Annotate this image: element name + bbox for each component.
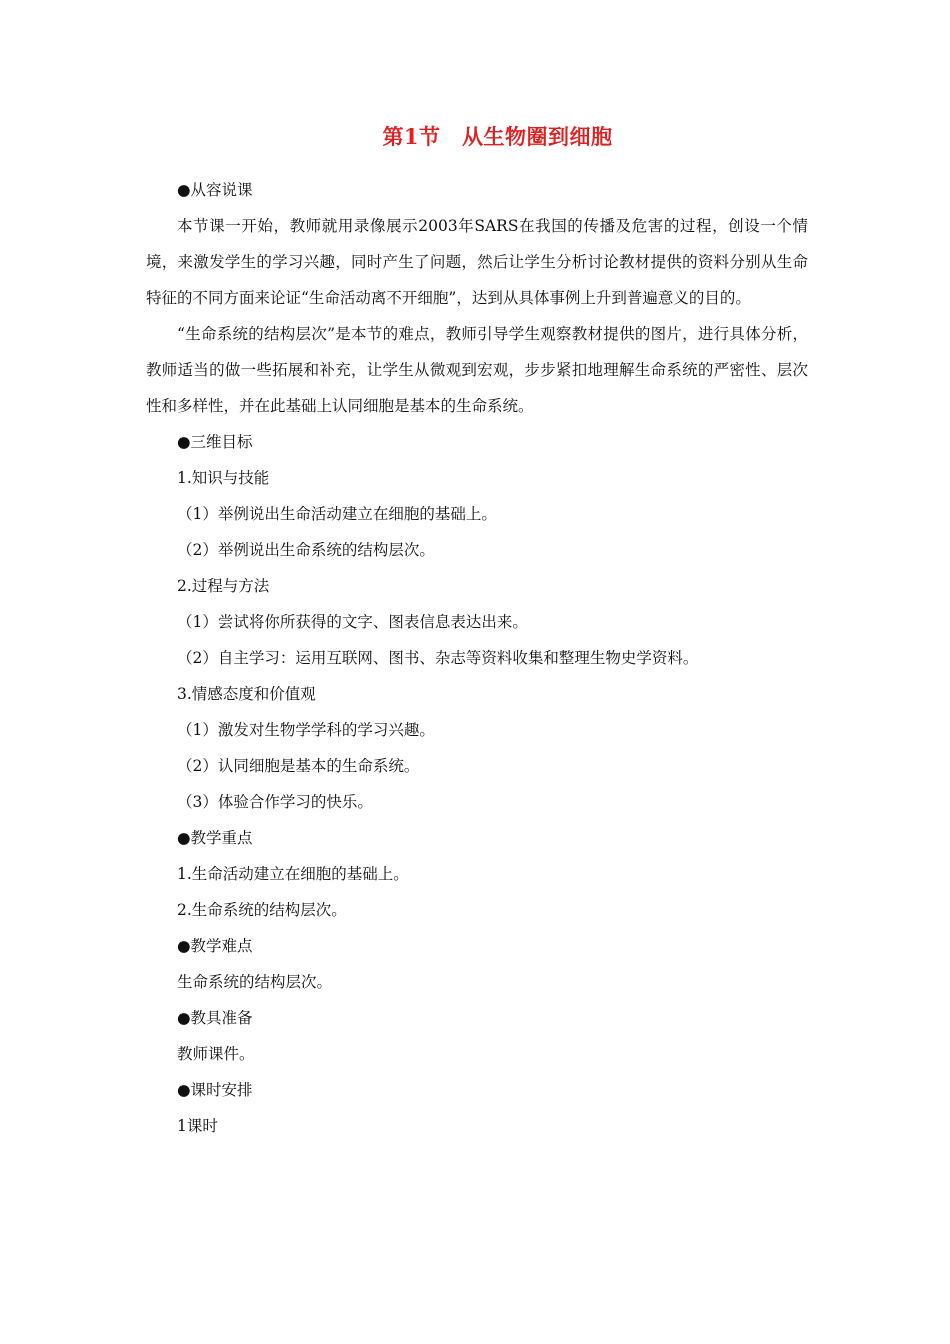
key-point-item-1: 1.生命活动建立在细胞的基础上。 <box>177 865 409 883</box>
section-heading-schedule: ●课时安排 <box>177 1081 253 1099</box>
section-heading-key-points: ●教学重点 <box>177 829 253 847</box>
intro-paragraph-1: 本节课一开始，教师就用录像展示2003年SARS在我国的传播及危害的过程，创设一个情境，来激发学生的学习兴趣，同时产生了问题，然后让学生分析讨论教材提供的资料分别从生命特征的不同方面来论证“生命活动离不开细胞”，达到从具体事例上升到普遍意义的目的。 <box>146 217 808 307</box>
goal-process-item-1: （1）尝试将你所获得的文字、图表信息表达出来。 <box>177 613 528 631</box>
goal-knowledge-item-2: （2）举例说出生命系统的结构层次。 <box>177 541 435 559</box>
goal-process-title: 2.过程与方法 <box>177 577 270 595</box>
difficulty-text: 生命系统的结构层次。 <box>177 973 333 991</box>
schedule-text: 1课时 <box>177 1117 218 1135</box>
section-heading-difficulties: ●教学难点 <box>177 937 253 955</box>
tools-text: 教师课件。 <box>177 1045 255 1063</box>
goal-attitude-item-3: （3）体验合作学习的快乐。 <box>177 793 373 811</box>
section-heading-tools: ●教具准备 <box>177 1009 253 1027</box>
goal-knowledge-title: 1.知识与技能 <box>177 469 270 487</box>
intro-paragraph-2: “生命系统的结构层次”是本节的难点，教师引导学生观察教材提供的图片，进行具体分析，教师适当的做一些拓展和补充，让学生从微观到宏观，步步紧扣地理解生命系统的严密性、层次性和多样性，并在此基础上认同细胞是基本的生命系统。 <box>146 325 808 415</box>
goal-attitude-item-1: （1）激发对生物学学科的学习兴趣。 <box>177 721 435 739</box>
goal-process-item-2: （2）自主学习：运用互联网、图书、杂志等资料收集和整理生物史学资料。 <box>177 649 699 667</box>
section-heading-goals: ●三维目标 <box>177 433 253 451</box>
goal-knowledge-item-1: （1）举例说出生命活动建立在细胞的基础上。 <box>177 505 497 523</box>
key-point-item-2: 2.生命系统的结构层次。 <box>177 901 347 919</box>
section-heading-intro: ●从容说课 <box>177 181 253 199</box>
page-title: 第1节 从生物圈到细胞 <box>382 124 613 149</box>
goal-attitude-item-2: （2）认同细胞是基本的生命系统。 <box>177 757 420 775</box>
document-body <box>146 172 808 1144</box>
goal-attitude-title: 3.情感态度和价值观 <box>177 685 316 703</box>
